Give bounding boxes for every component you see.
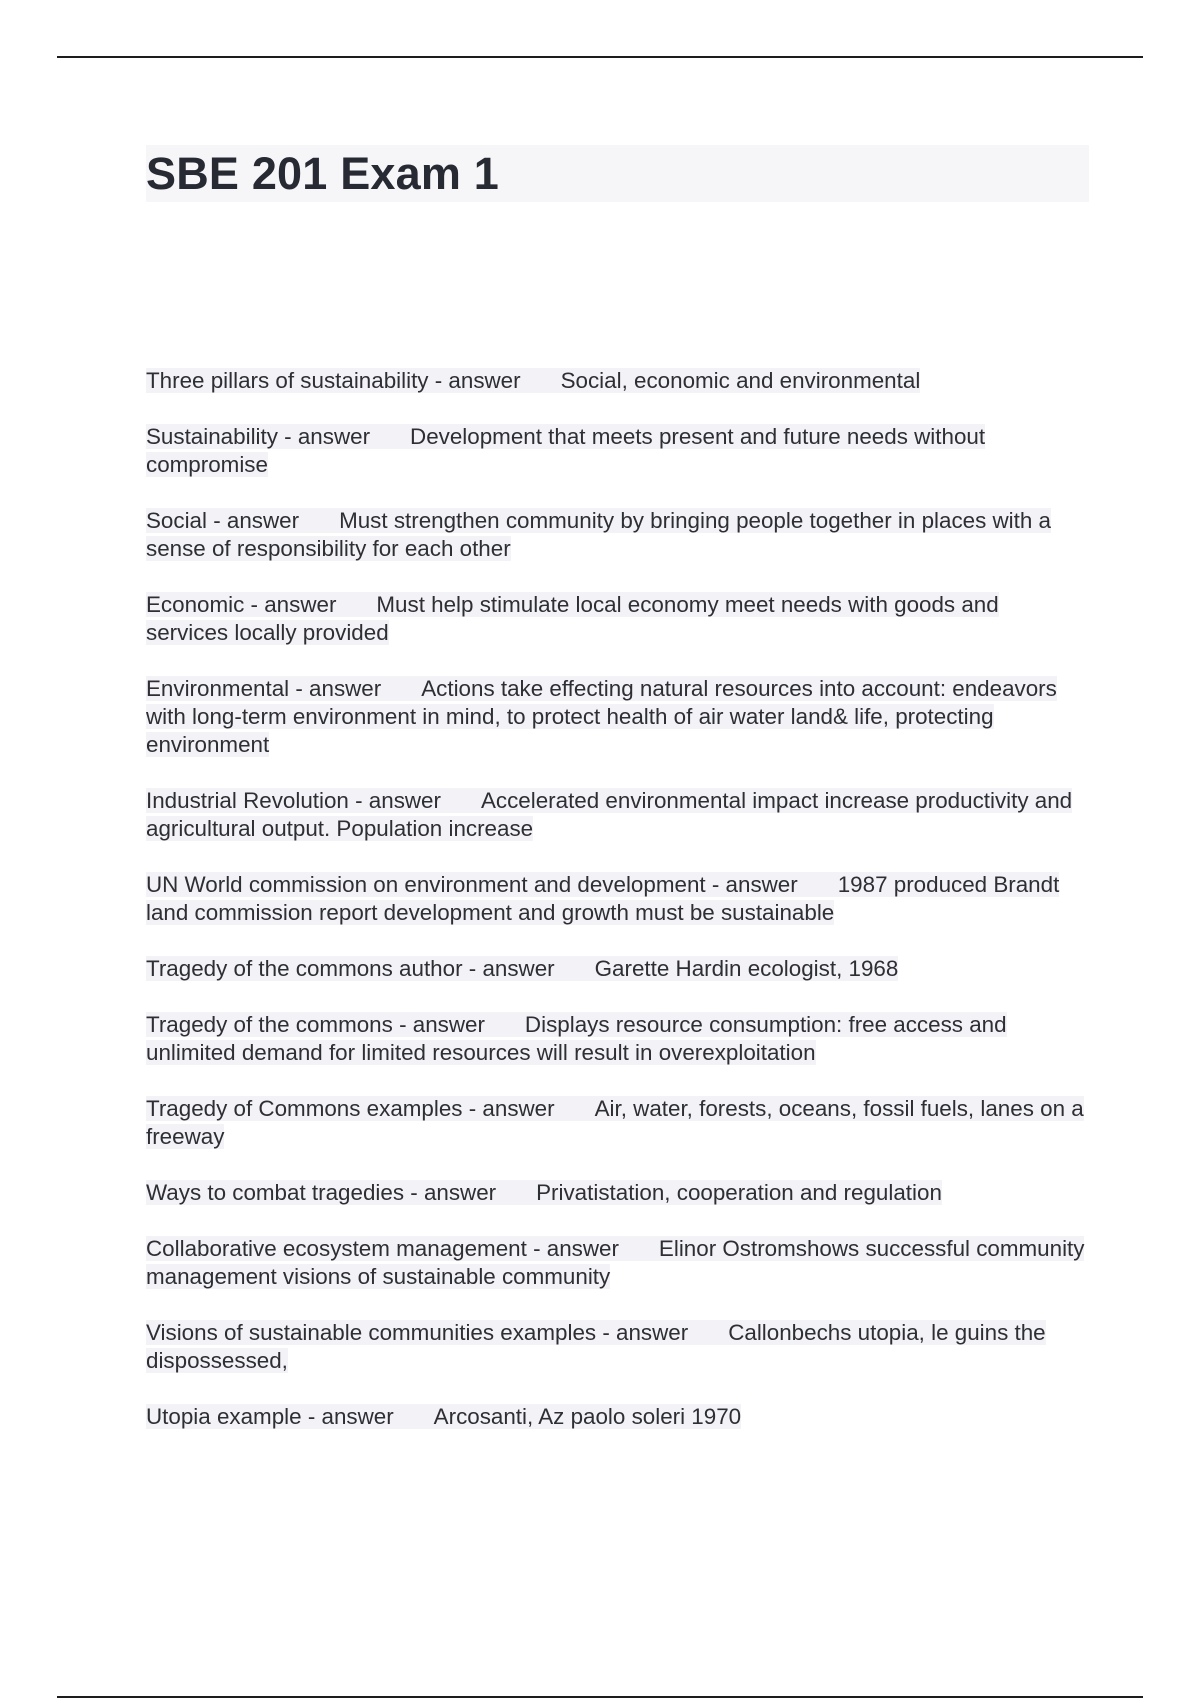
- qa-separator: - answer: [711, 872, 798, 897]
- qa-separator: - answer: [468, 1096, 555, 1121]
- qa-separator: - answer: [533, 1236, 619, 1261]
- qa-answer: Callonbechs utopia, le guins the dispossessed,: [146, 1320, 1046, 1373]
- qa-separator: - answer: [468, 956, 555, 981]
- qa-answer: Must strengthen community by bringing people together in places with a sense of responsibility for each other: [146, 508, 1051, 561]
- top-rule: [57, 56, 1143, 58]
- qa-answer: Displays resource consumption: free access and unlimited demand for limited resources will result in overexploitation: [146, 1012, 1007, 1065]
- qa-answer: Actions take effecting natural resources into account: endeavors with long-term environment in mind, to protect health of air water land& life, protecting environment: [146, 676, 1057, 757]
- qa-term: Utopia example: [146, 1404, 302, 1429]
- qa-item: [146, 1235, 1086, 1291]
- qa-separator: - answer: [307, 1404, 394, 1429]
- qa-item: [146, 423, 1086, 479]
- qa-term: Sustainability: [146, 424, 278, 449]
- qa-term: Social: [146, 508, 207, 533]
- qa-term: Ways to combat tragedies: [146, 1180, 405, 1205]
- qa-term: Three pillars of sustainability: [146, 368, 429, 393]
- qa-answer: Elinor Ostromshows successful community management visions of sustainable community: [146, 1236, 1085, 1289]
- qa-answer: Social, economic and environmental: [560, 368, 921, 393]
- qa-answer: Must help stimulate local economy meet needs with goods and services locally provided: [146, 592, 999, 645]
- qa-term: Environmental: [146, 676, 290, 701]
- qa-term: Industrial Revolution: [146, 788, 349, 813]
- qa-item: [146, 871, 1086, 927]
- qa-item: [146, 1095, 1086, 1151]
- qa-separator: - answer: [434, 368, 521, 393]
- qa-separator: - answer: [250, 592, 337, 617]
- qa-term: UN World commission on environment and development: [146, 872, 706, 897]
- qa-answer: 1987 produced Brandt land commission report development and growth must be sustainable: [146, 872, 1060, 925]
- qa-answer: Development that meets present and future needs without compromise: [146, 424, 986, 477]
- qa-separator: - answer: [410, 1180, 497, 1205]
- qa-item: [146, 1179, 1086, 1207]
- qa-separator: - answer: [295, 676, 382, 701]
- qa-answer: Air, water, forests, oceans, fossil fuels, lanes on a freeway: [146, 1096, 1084, 1149]
- qa-separator: - answer: [355, 788, 441, 813]
- qa-item: [146, 591, 1086, 647]
- qa-separator: - answer: [213, 508, 300, 533]
- qa-item: [146, 1319, 1086, 1375]
- qa-answer: Privatistation, cooperation and regulation: [536, 1180, 942, 1205]
- bottom-rule: [57, 1696, 1143, 1698]
- qa-term: Tragedy of Commons examples: [146, 1096, 463, 1121]
- qa-separator: - answer: [602, 1320, 689, 1345]
- qa-list: [146, 367, 1086, 1459]
- qa-item: [146, 1011, 1086, 1067]
- qa-answer: Garette Hardin ecologist, 1968: [594, 956, 899, 981]
- qa-answer: Accelerated environmental impact increase productivity and agricultural output. Population increase: [146, 788, 1073, 841]
- page-title: SBE 201 Exam 1: [146, 148, 500, 199]
- qa-term: Economic: [146, 592, 245, 617]
- qa-item: [146, 955, 1086, 983]
- qa-term: Tragedy of the commons author: [146, 956, 463, 981]
- qa-item: [146, 1403, 1086, 1431]
- qa-separator: - answer: [399, 1012, 485, 1037]
- qa-answer: Arcosanti, Az paolo soleri 1970: [433, 1404, 742, 1429]
- qa-item: [146, 787, 1086, 843]
- qa-item: [146, 367, 1086, 395]
- qa-separator: - answer: [284, 424, 371, 449]
- qa-term: Tragedy of the commons: [146, 1012, 393, 1037]
- qa-term: Visions of sustainable communities examples: [146, 1320, 597, 1345]
- qa-term: Collaborative ecosystem management: [146, 1236, 527, 1261]
- qa-item: [146, 675, 1086, 759]
- qa-item: [146, 507, 1086, 563]
